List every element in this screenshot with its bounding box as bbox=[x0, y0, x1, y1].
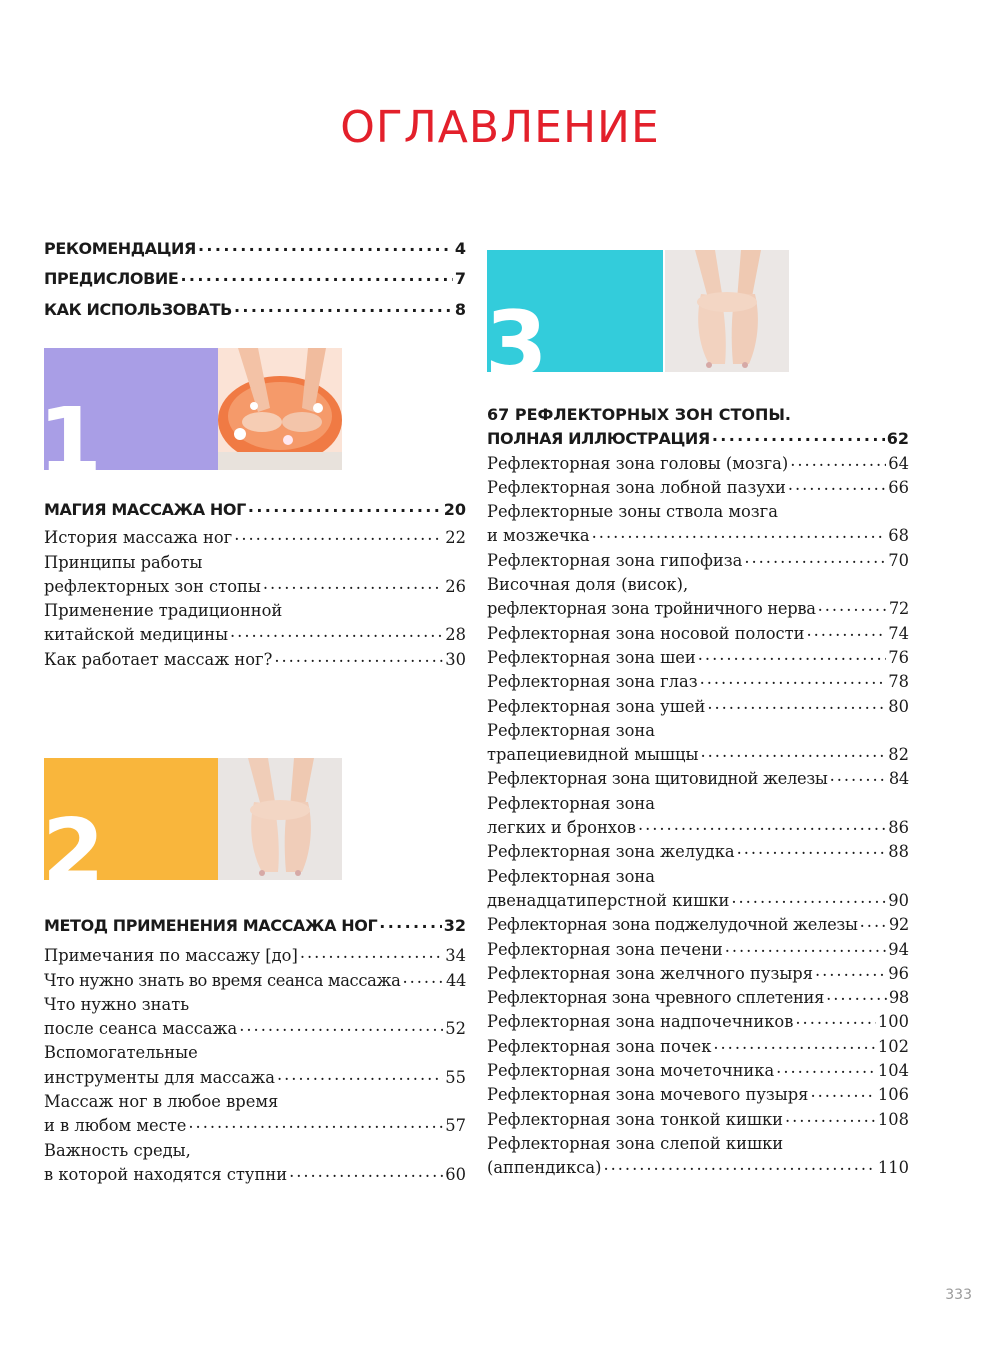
toc-entry[interactable]: Как работает массаж ног? . . . 30 bbox=[44, 648, 466, 672]
section-3-heading-line: 67 РЕФЛЕКТОРНЫХ ЗОН СТОПЫ. bbox=[487, 405, 792, 424]
toc-entry-line: Что нужно знать bbox=[44, 994, 190, 1014]
toc-entry[interactable]: Что нужно знать во время сеанса массажа . . . 44 bbox=[44, 969, 466, 993]
feet-hands-photo bbox=[218, 758, 342, 880]
toc-entry[interactable]: Рефлекторная зона мочевого пузыря . . . 106 bbox=[487, 1083, 909, 1107]
toc-entry[interactable]: ПРЕДИСЛОВИЕ . . . 7 bbox=[44, 267, 466, 291]
section-2-heading[interactable]: МЕТОД ПРИМЕНЕНИЯ МАССАЖА НОГ . . . 32 bbox=[44, 914, 466, 938]
toc-entry[interactable]: Рефлекторная зона глаз . . . 78 bbox=[487, 670, 909, 694]
section-1-number: 1 bbox=[38, 388, 103, 495]
toc-entry[interactable]: КАК ИСПОЛЬЗОВАТЬ . . . 8 bbox=[44, 298, 466, 322]
toc-entry[interactable]: и мозжечка . . . 68 bbox=[487, 524, 909, 548]
toc-entry[interactable]: Рефлекторная зона чревного сплетения . . . 98 bbox=[487, 986, 909, 1010]
toc-entry[interactable]: легких и бронхов . . . 86 bbox=[487, 816, 909, 840]
toc-entry[interactable]: трапециевидной мышцы . . . 82 bbox=[487, 743, 909, 767]
toc-entry[interactable]: Рефлекторная зона печени . . . 94 bbox=[487, 938, 909, 962]
toc-entry[interactable]: Рефлекторная зона почек . . . 102 bbox=[487, 1035, 909, 1059]
toc-entry[interactable]: Рефлекторная зона лобной пазухи . . . 66 bbox=[487, 476, 909, 500]
toc-entry[interactable]: Рефлекторная зона надпочечников . . . 100 bbox=[487, 1010, 909, 1034]
intro-list bbox=[44, 237, 466, 322]
section-1-list bbox=[44, 498, 466, 672]
toc-entry[interactable]: Рефлекторная зона мочеточника . . . 104 bbox=[487, 1059, 909, 1083]
toc-entry-line: Рефлекторная зона bbox=[487, 866, 655, 886]
feet-hands-photo bbox=[665, 250, 789, 372]
toc-entry[interactable]: Рефлекторная зона головы (мозга) . . . 64 bbox=[487, 452, 909, 476]
toc-entry[interactable]: Рефлекторная зона желудка . . . 88 bbox=[487, 840, 909, 864]
toc-entry[interactable]: Рефлекторная зона гипофиза . . . 70 bbox=[487, 549, 909, 573]
toc-entry[interactable]: Рефлекторная зона ушей . . . 80 bbox=[487, 695, 909, 719]
toc-entry[interactable]: Рефлекторная зона тонкой кишки . . . 108 bbox=[487, 1108, 909, 1132]
toc-entry[interactable]: рефлекторная зона тройничного нерва . . . 72 bbox=[487, 597, 909, 621]
toc-entry[interactable]: инструменты для массажа . . . 55 bbox=[44, 1066, 466, 1090]
toc-entry-line: Рефлекторные зоны ствола мозга bbox=[487, 502, 778, 522]
toc-entry[interactable]: Рефлекторная зона желчного пузыря . . . 96 bbox=[487, 962, 909, 986]
page-title: ОГЛАВЛЕНИЕ bbox=[340, 102, 660, 153]
toc-entry-line: Применение традиционной bbox=[44, 601, 283, 621]
toc-entry-line: Рефлекторная зона bbox=[487, 720, 655, 740]
section-2-list bbox=[44, 914, 466, 1187]
toc-entry[interactable]: в которой находятся ступни . . . 60 bbox=[44, 1163, 466, 1187]
toc-entry[interactable]: (аппендикса) . . . 110 bbox=[487, 1156, 909, 1180]
toc-entry[interactable]: Рефлекторная зона поджелудочной железы . . . 92 bbox=[487, 913, 909, 937]
toc-entry-line: Принципы работы bbox=[44, 552, 203, 572]
section-1-heading[interactable]: МАГИЯ МАССАЖА НОГ . . . 20 bbox=[44, 498, 466, 522]
section-3-list bbox=[487, 403, 909, 1181]
page-number: 333 bbox=[945, 1287, 972, 1303]
toc-entry[interactable]: после сеанса массажа . . . 52 bbox=[44, 1017, 466, 1041]
section-3-banner bbox=[485, 250, 789, 397]
toc-entry[interactable]: рефлекторных зон стопы . . . 26 bbox=[44, 575, 466, 599]
section-3-number: 3 bbox=[485, 292, 548, 397]
toc-entry-line: Важность среды, bbox=[44, 1140, 191, 1160]
toc-entry-line: Массаж ног в любое время bbox=[44, 1092, 279, 1112]
section-3-heading[interactable]: ПОЛНАЯ ИЛЛЮСТРАЦИЯ . . . 62 bbox=[487, 427, 909, 451]
section-1-banner bbox=[38, 348, 342, 495]
toc-entry-line: Рефлекторная зона bbox=[487, 793, 655, 813]
toc-entry[interactable]: История массажа ног . . . 22 bbox=[44, 526, 466, 550]
toc-entry[interactable]: РЕКОМЕНДАЦИЯ . . . 4 bbox=[44, 237, 466, 261]
toc-entry[interactable]: двенадцатиперстной кишки . . . 90 bbox=[487, 889, 909, 913]
section-2-banner bbox=[42, 758, 342, 905]
toc-entry-line: Вспомогательные bbox=[44, 1043, 198, 1063]
toc-entry-line: Рефлекторная зона слепой кишки bbox=[487, 1133, 784, 1153]
foot-bath-photo bbox=[218, 348, 342, 470]
toc-entry[interactable]: Рефлекторная зона щитовидной железы . . . 84 bbox=[487, 767, 909, 791]
toc-entry-line: Височная доля (висок), bbox=[487, 575, 689, 595]
toc-entry[interactable]: Рефлекторная зона шеи . . . 76 bbox=[487, 646, 909, 670]
toc-entry[interactable]: и в любом месте . . . 57 bbox=[44, 1114, 466, 1138]
toc-entry[interactable]: Примечания по массажу [до] . . . 34 bbox=[44, 944, 466, 968]
toc-entry[interactable]: Рефлекторная зона носовой полости . . . 74 bbox=[487, 622, 909, 646]
section-2-number: 2 bbox=[42, 800, 105, 905]
toc-entry[interactable]: китайской медицины . . . 28 bbox=[44, 623, 466, 647]
